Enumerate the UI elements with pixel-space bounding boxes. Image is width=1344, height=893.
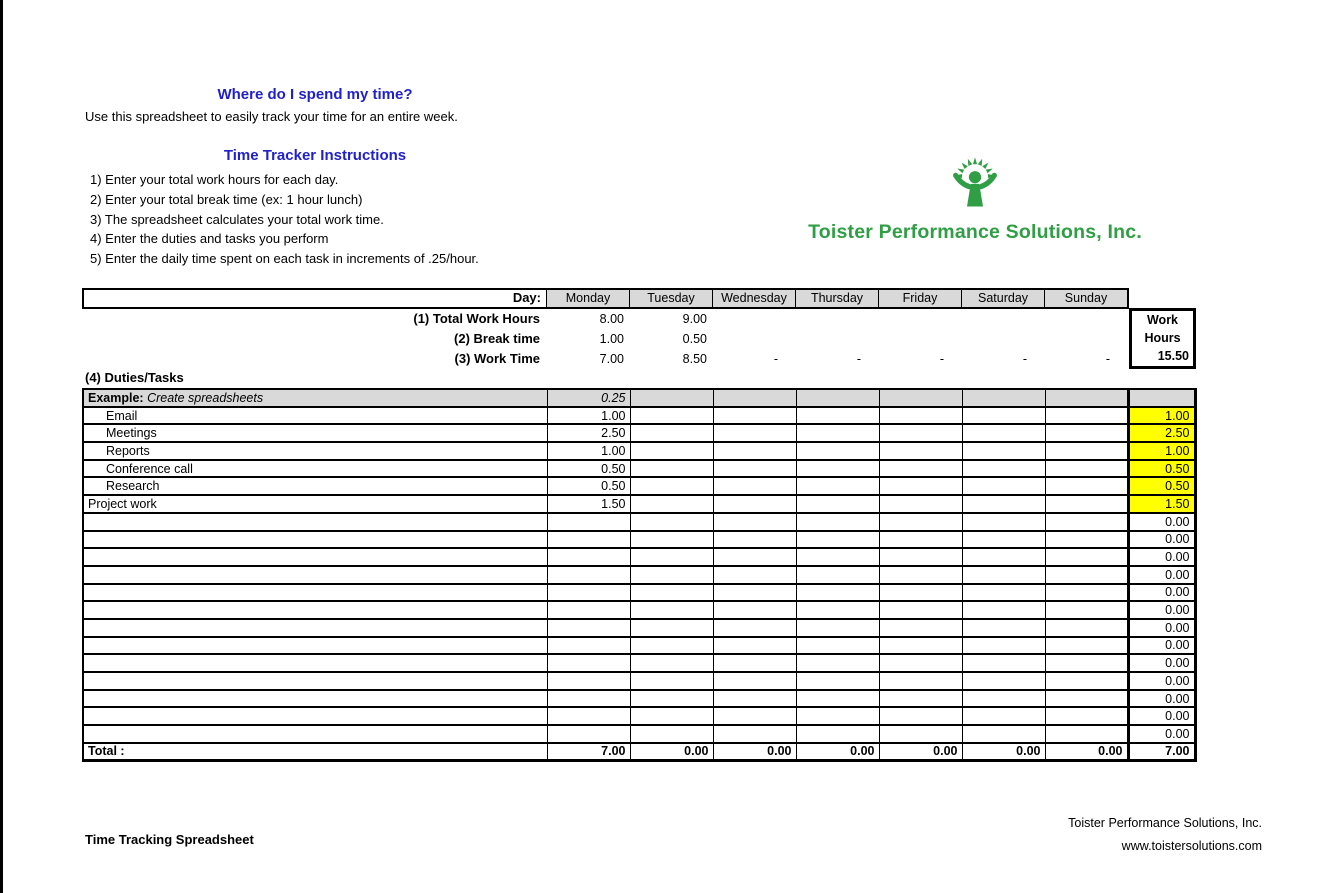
logo-ray [962, 163, 968, 169]
empty-task-row [83, 619, 1195, 637]
day-cell-friday[interactable] [879, 495, 962, 513]
day-cell-friday[interactable] [879, 460, 962, 478]
day-cell-saturday[interactable] [962, 690, 1045, 708]
day-cell-monday[interactable]: 0.50 [547, 460, 630, 478]
day-cell-monday[interactable] [547, 637, 630, 655]
day-cell-sunday[interactable] [1045, 424, 1128, 442]
task-name-cell[interactable] [83, 566, 547, 584]
empty-task-row [83, 672, 1195, 690]
instruction-step-2: 2) Enter your total break time (ex: 1 hour lunch) [90, 191, 363, 207]
instruction-step-1: 1) Enter your total work hours for each day. [90, 172, 339, 187]
day-cell-tuesday[interactable] [630, 442, 713, 460]
company-logo [762, 150, 1188, 244]
day-cell-sunday [1045, 389, 1128, 407]
day-cell-monday[interactable] [547, 672, 630, 690]
example-prefix: Example: [88, 390, 144, 405]
day-cell-sunday[interactable] [1045, 407, 1128, 425]
person-sunburst-icon [942, 150, 1008, 212]
day-cell-friday[interactable] [879, 672, 962, 690]
day-cell-friday[interactable] [879, 531, 962, 549]
day-header-wednesday: Wednesday [712, 290, 795, 307]
day-cell-thursday[interactable] [796, 548, 879, 566]
summary-value-wednesday: - [773, 352, 778, 366]
day-cell-monday[interactable]: 1.00 [547, 442, 630, 460]
day-cell-friday[interactable] [879, 601, 962, 619]
day-cell-saturday [962, 389, 1045, 407]
day-cell-tuesday[interactable] [630, 619, 713, 637]
day-cell-wednesday[interactable] [713, 424, 796, 442]
day-cell-sunday[interactable] [1045, 566, 1128, 584]
summary-value-thursday[interactable] [795, 309, 878, 329]
work-hours-cell: 1.00 [1128, 442, 1195, 460]
day-cell-sunday[interactable] [1045, 637, 1128, 655]
day-cell-sunday[interactable] [1045, 531, 1128, 549]
work-hours-box [1129, 308, 1196, 369]
day-cell-saturday[interactable] [962, 513, 1045, 531]
day-cell-friday[interactable] [879, 619, 962, 637]
day-cell-thursday[interactable] [796, 513, 879, 531]
day-cell-thursday[interactable] [796, 442, 879, 460]
day-cell-thursday[interactable] [796, 707, 879, 725]
day-cell-monday[interactable] [547, 707, 630, 725]
empty-task-row [83, 548, 1195, 566]
work-hours-cell: 2.50 [1128, 424, 1195, 442]
day-cell-saturday[interactable] [962, 548, 1045, 566]
footer-sheet-name: Time Tracking Spreadsheet [85, 832, 254, 847]
example-task-text: Create spreadsheets [143, 390, 264, 405]
day-cell-thursday[interactable] [796, 477, 879, 495]
task-name-cell[interactable] [83, 531, 547, 549]
day-cell-tuesday[interactable] [630, 460, 713, 478]
task-name-cell[interactable] [83, 619, 547, 637]
day-cell-tuesday[interactable] [630, 531, 713, 549]
day-cell-tuesday[interactable] [630, 690, 713, 708]
day-cell-thursday[interactable] [796, 725, 879, 743]
day-cell-tuesday[interactable] [630, 566, 713, 584]
task-row [83, 460, 1195, 478]
day-cell-monday[interactable] [547, 725, 630, 743]
day-cell-sunday[interactable] [1045, 690, 1128, 708]
day-cell-wednesday[interactable] [713, 495, 796, 513]
work-hours-cell: 0.00 [1128, 654, 1195, 672]
day-cell-monday[interactable] [547, 531, 630, 549]
work-hours-cell: 0.00 [1128, 584, 1195, 602]
day-cell-saturday[interactable] [962, 637, 1045, 655]
document-title: Where do I spend my time? [217, 86, 413, 103]
day-cell-tuesday[interactable] [630, 548, 713, 566]
logo-ray [973, 157, 977, 164]
day-cell-saturday[interactable] [962, 407, 1045, 425]
summary-value-monday: 7.00 [599, 352, 624, 366]
day-cell-saturday[interactable] [962, 584, 1045, 602]
day-cell-friday[interactable] [879, 637, 962, 655]
work-hours-cell: 0.00 [1128, 531, 1195, 549]
day-cell-friday[interactable] [879, 690, 962, 708]
task-name-cell[interactable]: Conference call [83, 460, 547, 478]
logo-ray [986, 168, 993, 173]
day-cell-friday[interactable] [879, 477, 962, 495]
empty-task-row [83, 637, 1195, 655]
day-cell-thursday [796, 389, 879, 407]
work-hours-cell: 0.00 [1128, 548, 1195, 566]
task-name-cell[interactable] [83, 672, 547, 690]
task-name-cell[interactable] [83, 584, 547, 602]
day-cell-wednesday[interactable] [713, 654, 796, 672]
day-cell-saturday: 0.00 [962, 743, 1045, 761]
day-cell-sunday: 0.00 [1045, 743, 1128, 761]
day-cell-friday[interactable] [879, 566, 962, 584]
day-cell-sunday[interactable] [1045, 601, 1128, 619]
day-cell-sunday[interactable] [1045, 584, 1128, 602]
summary-row-label: (1) Total Work Hours [413, 311, 540, 326]
day-cell-wednesday[interactable] [713, 566, 796, 584]
day-header-label: Day: [512, 290, 541, 305]
day-cell-thursday[interactable] [796, 460, 879, 478]
task-row [83, 442, 1195, 460]
day-cell-monday: 7.00 [547, 743, 630, 761]
work-hours-cell: 0.00 [1128, 725, 1195, 743]
day-cell-wednesday: 0.00 [713, 743, 796, 761]
day-cell-monday[interactable] [547, 690, 630, 708]
day-cell-wednesday[interactable] [713, 619, 796, 637]
empty-task-row [83, 531, 1195, 549]
summary-row-3 [82, 349, 1129, 369]
summary-value-thursday: - [856, 352, 861, 366]
day-cell-thursday[interactable] [796, 566, 879, 584]
day-cell-friday[interactable] [879, 513, 962, 531]
day-cell-tuesday[interactable] [630, 654, 713, 672]
work-hours-cell: 0.00 [1128, 672, 1195, 690]
day-cell-friday[interactable] [879, 424, 962, 442]
summary-value-tuesday: 8.50 [682, 352, 707, 366]
day-cell-saturday[interactable] [962, 707, 1045, 725]
day-cell-friday[interactable] [879, 707, 962, 725]
day-cell-monday[interactable] [547, 584, 630, 602]
day-cell-thursday[interactable] [796, 619, 879, 637]
task-name-cell[interactable]: Research [83, 477, 547, 495]
work-hours-total-cell: 7.00 [1128, 743, 1195, 761]
day-header-thursday: Thursday [795, 290, 878, 307]
day-cell-sunday[interactable] [1045, 495, 1128, 513]
day-cell-saturday[interactable] [962, 531, 1045, 549]
day-cell-tuesday: 0.00 [630, 743, 713, 761]
day-cell-monday[interactable] [547, 513, 630, 531]
empty-task-row [83, 725, 1195, 743]
day-cell-tuesday[interactable] [630, 637, 713, 655]
summary-value-friday: - [939, 352, 944, 366]
task-name-cell[interactable] [83, 654, 547, 672]
task-name-cell[interactable] [83, 725, 547, 743]
day-cell-monday[interactable] [547, 566, 630, 584]
duties-table [82, 388, 1197, 762]
summary-row-2 [82, 329, 1129, 349]
day-cell-thursday[interactable] [796, 424, 879, 442]
summary-value-tuesday[interactable]: 0.50 [682, 332, 707, 346]
footer-company-block [1068, 812, 1262, 857]
day-cell-wednesday[interactable] [713, 584, 796, 602]
summary-value-saturday[interactable] [961, 329, 1044, 349]
instruction-step-3: 3) The spreadsheet calculates your total work time. [90, 211, 384, 227]
empty-task-row [83, 654, 1195, 672]
total-label-cell: Total : [83, 743, 547, 761]
duties-section-label: (4) Duties/Tasks [85, 370, 184, 385]
summary-value-sunday[interactable] [1044, 329, 1127, 349]
task-name-cell[interactable] [83, 637, 547, 655]
day-cell-thursday: 0.00 [796, 743, 879, 761]
summary-value-saturday[interactable] [961, 309, 1044, 329]
task-name-cell[interactable] [83, 601, 547, 619]
work-hours-cell: 0.00 [1128, 601, 1195, 619]
day-header-saturday: Saturday [961, 290, 1044, 307]
summary-value-wednesday[interactable] [712, 309, 795, 329]
day-cell-tuesday[interactable] [630, 407, 713, 425]
work-hours-cell: 0.00 [1128, 513, 1195, 531]
work-hours-cell: 0.50 [1128, 477, 1195, 495]
task-name-cell[interactable] [83, 690, 547, 708]
day-cell-sunday[interactable] [1045, 725, 1128, 743]
task-row [83, 407, 1195, 425]
day-cell-wednesday[interactable] [713, 601, 796, 619]
day-cell-sunday[interactable] [1045, 707, 1128, 725]
empty-task-row [83, 513, 1195, 531]
day-cell-friday[interactable] [879, 654, 962, 672]
work-hours-cell [1128, 389, 1195, 407]
task-row [83, 477, 1195, 495]
work-hours-cell: 1.00 [1128, 407, 1195, 425]
work-hours-label-line2: Hours [1144, 331, 1181, 345]
logo-person-right-arm [981, 175, 995, 186]
day-cell-friday[interactable] [879, 442, 962, 460]
day-cell-monday[interactable] [547, 601, 630, 619]
day-cell-sunday[interactable] [1045, 460, 1128, 478]
work-hours-cell: 0.50 [1128, 460, 1195, 478]
day-header-friday: Friday [878, 290, 961, 307]
instructions-title: Time Tracker Instructions [223, 147, 407, 164]
day-cell-wednesday[interactable] [713, 477, 796, 495]
empty-task-row [83, 707, 1195, 725]
empty-task-row [83, 601, 1195, 619]
day-cell-saturday[interactable] [962, 477, 1045, 495]
empty-task-row [83, 584, 1195, 602]
work-hours-cell: 0.00 [1128, 619, 1195, 637]
day-cell-monday: 0.25 [547, 389, 630, 407]
day-cell-thursday[interactable] [796, 407, 879, 425]
summary-row-1 [82, 309, 1129, 329]
day-header-sunday: Sunday [1044, 290, 1127, 307]
day-cell-saturday[interactable] [962, 672, 1045, 690]
summary-value-wednesday[interactable] [712, 329, 795, 349]
day-cell-saturday[interactable] [962, 424, 1045, 442]
day-cell-tuesday[interactable] [630, 584, 713, 602]
instructions-list [90, 170, 479, 269]
empty-task-row [83, 566, 1195, 584]
day-cell-tuesday[interactable] [630, 672, 713, 690]
instruction-step-4: 4) Enter the duties and tasks you perform [90, 231, 329, 247]
day-cell-sunday[interactable] [1045, 672, 1128, 690]
task-name-cell[interactable]: Meetings [83, 424, 547, 442]
day-cell-tuesday[interactable] [630, 495, 713, 513]
day-header-tuesday: Tuesday [629, 290, 712, 307]
day-cell-saturday[interactable] [962, 619, 1045, 637]
summary-rows [82, 309, 1129, 369]
summary-value-friday[interactable] [878, 329, 961, 349]
day-cell-saturday[interactable] [962, 442, 1045, 460]
task-name-cell[interactable] [83, 548, 547, 566]
task-name-cell[interactable] [83, 707, 547, 725]
document-subtitle: Use this spreadsheet to easily track your time for an entire week. [85, 109, 458, 124]
footer-company-name: Toister Performance Solutions, Inc. [1068, 816, 1262, 830]
day-cell-monday[interactable]: 1.50 [547, 495, 630, 513]
total-row [83, 743, 1195, 761]
day-cell-sunday[interactable] [1045, 442, 1128, 460]
day-cell-saturday[interactable] [962, 601, 1045, 619]
summary-value-friday[interactable] [878, 309, 961, 329]
day-cell-thursday[interactable] [796, 601, 879, 619]
day-cell-sunday[interactable] [1045, 477, 1128, 495]
footer-company-url: www.toistersolutions.com [1121, 838, 1262, 853]
day-cell-sunday[interactable] [1045, 548, 1128, 566]
logo-ray [978, 159, 982, 166]
day-cell-tuesday[interactable] [630, 725, 713, 743]
day-cell-wednesday[interactable] [713, 442, 796, 460]
work-hours-cell: 0.00 [1128, 637, 1195, 655]
work-hours-total: 15.50 [1157, 349, 1189, 363]
day-cell-saturday[interactable] [962, 460, 1045, 478]
day-cell-thursday[interactable] [796, 637, 879, 655]
day-cell-friday[interactable] [879, 548, 962, 566]
day-cell-friday[interactable] [879, 407, 962, 425]
task-name-cell[interactable]: Project work [83, 495, 547, 513]
day-cell-wednesday[interactable] [713, 690, 796, 708]
day-cell-thursday[interactable] [796, 672, 879, 690]
task-name-cell[interactable]: Email [83, 407, 547, 425]
day-cell-friday[interactable] [879, 584, 962, 602]
day-cell-wednesday[interactable] [713, 407, 796, 425]
day-cell-saturday[interactable] [962, 654, 1045, 672]
summary-row-label: (3) Work Time [454, 351, 540, 366]
day-cell-tuesday[interactable] [630, 477, 713, 495]
day-cell-thursday[interactable] [796, 495, 879, 513]
day-cell-wednesday[interactable] [713, 460, 796, 478]
summary-value-monday[interactable]: 1.00 [599, 332, 624, 346]
task-name-cell[interactable]: Reports [83, 442, 547, 460]
day-cell-tuesday[interactable] [630, 707, 713, 725]
work-hours-label-line1: Work [1146, 313, 1179, 327]
day-cell-saturday[interactable] [962, 725, 1045, 743]
day-cell-wednesday[interactable] [713, 725, 796, 743]
day-cell-wednesday [713, 389, 796, 407]
day-header-row [82, 288, 1129, 309]
day-cell-tuesday[interactable] [630, 513, 713, 531]
day-cell-saturday[interactable] [962, 495, 1045, 513]
day-cell-thursday[interactable] [796, 584, 879, 602]
logo-person-head [969, 171, 981, 183]
day-cell-sunday[interactable] [1045, 619, 1128, 637]
day-cell-friday [879, 389, 962, 407]
day-cell-thursday[interactable] [796, 690, 879, 708]
day-cell-wednesday[interactable] [713, 707, 796, 725]
day-cell-monday[interactable] [547, 548, 630, 566]
company-name: Toister Performance Solutions, Inc. [808, 221, 1142, 243]
summary-value-sunday[interactable] [1044, 309, 1127, 329]
day-cell-wednesday[interactable] [713, 637, 796, 655]
day-cell-monday[interactable] [547, 619, 630, 637]
work-hours-cell: 1.50 [1128, 495, 1195, 513]
day-cell-monday[interactable]: 1.00 [547, 407, 630, 425]
logo-ray [957, 168, 964, 173]
work-hours-cell: 0.00 [1128, 707, 1195, 725]
summary-value-monday[interactable]: 8.00 [599, 312, 624, 326]
day-cell-friday: 0.00 [879, 743, 962, 761]
task-name-cell[interactable] [83, 513, 547, 531]
day-cell-wednesday[interactable] [713, 672, 796, 690]
day-cell-thursday[interactable] [796, 531, 879, 549]
summary-value-sunday: - [1105, 352, 1110, 366]
summary-row-label: (2) Break time [454, 331, 540, 346]
example-task-cell [83, 389, 547, 407]
empty-task-row [83, 690, 1195, 708]
instruction-step-5: 5) Enter the daily time spent on each task in increments of .25/hour. [90, 251, 479, 267]
day-cell-friday[interactable] [879, 725, 962, 743]
day-cell-sunday[interactable] [1045, 654, 1128, 672]
day-cell-wednesday[interactable] [713, 513, 796, 531]
day-cell-monday[interactable]: 2.50 [547, 424, 630, 442]
day-cell-wednesday[interactable] [713, 548, 796, 566]
work-hours-cell: 0.00 [1128, 566, 1195, 584]
task-row [83, 495, 1195, 513]
work-hours-cell: 0.00 [1128, 690, 1195, 708]
summary-value-tuesday[interactable]: 9.00 [682, 312, 707, 326]
day-cell-monday[interactable]: 0.50 [547, 477, 630, 495]
logo-ray [982, 163, 988, 169]
task-row [83, 424, 1195, 442]
day-cell-wednesday[interactable] [713, 531, 796, 549]
logo-ray [968, 159, 972, 166]
day-cell-tuesday[interactable] [630, 601, 713, 619]
day-cell-saturday[interactable] [962, 566, 1045, 584]
day-cell-tuesday [630, 389, 713, 407]
summary-value-saturday: - [1022, 352, 1027, 366]
example-row [83, 389, 1195, 407]
day-cell-monday[interactable] [547, 654, 630, 672]
day-header-monday: Monday [546, 290, 629, 307]
day-cell-tuesday[interactable] [630, 424, 713, 442]
summary-value-thursday[interactable] [795, 329, 878, 349]
logo-person-left-arm [956, 175, 970, 186]
page-left-edge [0, 0, 3, 893]
day-cell-sunday[interactable] [1045, 513, 1128, 531]
day-cell-thursday[interactable] [796, 654, 879, 672]
